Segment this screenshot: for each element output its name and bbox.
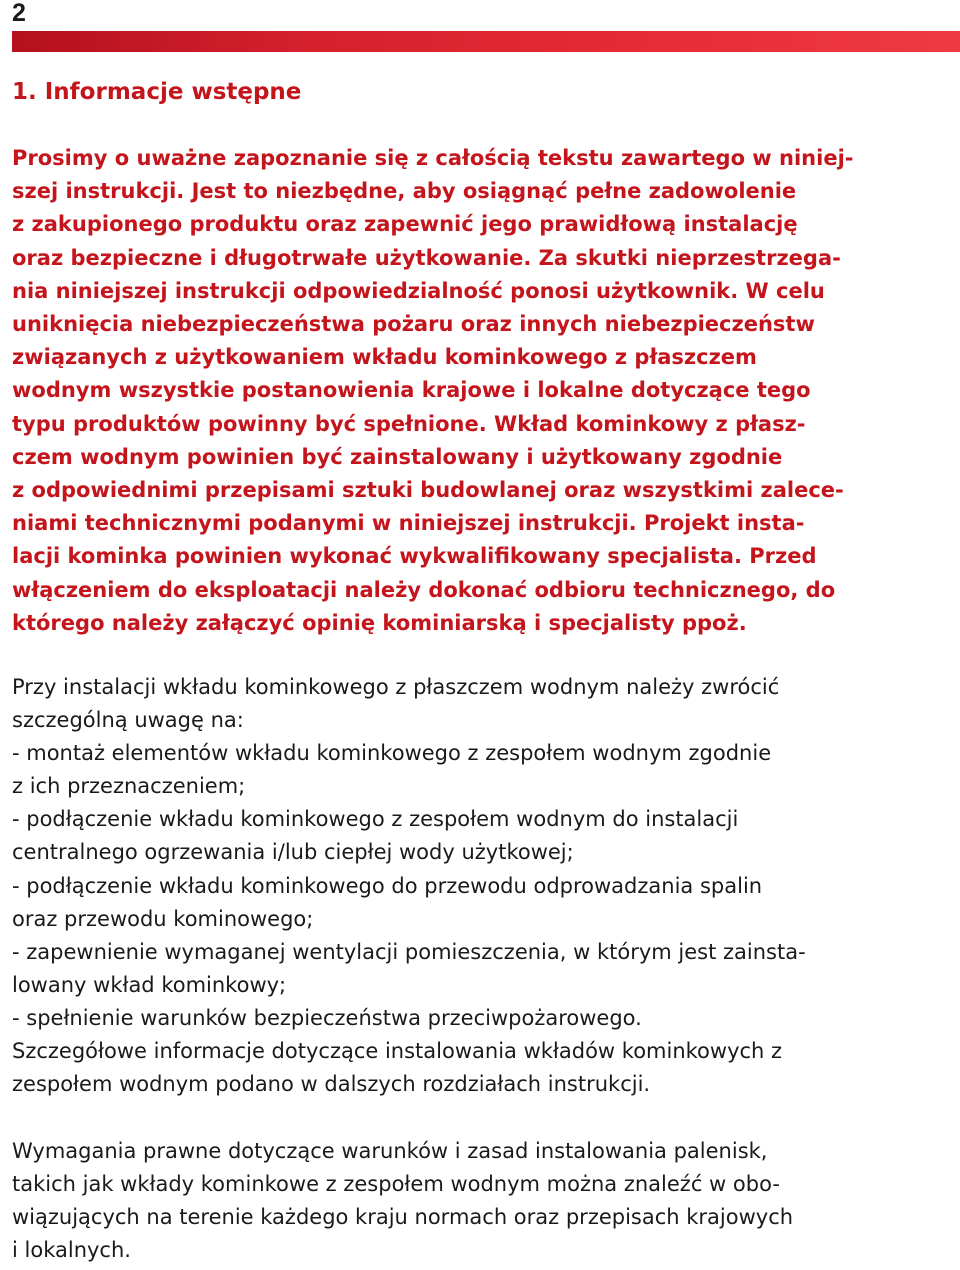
installation-requirements-paragraph: Przy instalacji wkładu kominkowego z płaszczem wodnym należy zwrócić szczególną uwagę na: - montaż elementów wkładu kominkowego z zespołem wodnym zgodnie z ich przeznaczeniem; - podłączenie wkładu kominkowego z zespołem wodnym do instalacji centralnego ogrzewania i/lub ciepłej wody użytkowej; - podłączenie wkładu kominkowego do przewodu odprowadzania spalin oraz przewodu kominowego; - zapewnienie wymaganej wentylacji pomieszczenia, w którym jest zainsta- lowany wkład kominkowy; - spełnienie warunków bezpieczeństwa przeciwpożarowego. Szczegółowe informacje dotyczące instalowania wkładów kominkowych z zespołem wodnym podano w dalszych rozdziałach instrukcji. bbox=[12, 675, 806, 1097]
legal-requirements-paragraph: Wymagania prawne dotyczące warunków i zasad instalowania palenisk, takich jak wkłady kominkowe z zespołem wodnym można znaleźć w obo- wiązujących na terenie każdego kraju normach oraz przepisach krajowych i lokalnych. bbox=[12, 1139, 794, 1263]
intro-paragraph: Prosimy o uważne zapoznanie się z całością tekstu zawartego w niniej- szej instrukcji. Jest to niezbędne, aby osiągnąć pełne zadowolenie z zakupionego produktu oraz zapewnić jego prawidłową instalację oraz bezpieczne i długotrwałe użytkowanie. Za skutki nieprzestrzega- nia niniejszej instrukcji odpowiedzialność ponosi użytkownik. W celu uniknięcia niebezpieczeństwa pożaru oraz innych niebezpieczeństw związanych z użytkowaniem wkładu kominkowego z płaszczem wodnym wszystkie postanowienia krajowe i lokalne dotyczące tego typu produktów powinny być spełnione. Wkład kominkowy z płasz- czem wodnym powinien być zainstalowany i użytkowany zgodnie z odpowiednimi przepisami sztuki budowlanej oraz wszystkimi zalece- niami technicznymi podanymi w niniejszej instrukcji. Projekt insta- lacji kominka powinien wykonać wykwalifikowany specjalista. Przed włączeniem do eksploatacji należy dokonać odbioru technicznego, do którego należy załączyć opinię kominiarską i specjalisty ppoż. bbox=[12, 146, 854, 635]
section-heading: 1. Informacje wstępne bbox=[12, 79, 302, 105]
header-accent-bar bbox=[12, 31, 960, 52]
page-number: 2 bbox=[12, 0, 26, 27]
